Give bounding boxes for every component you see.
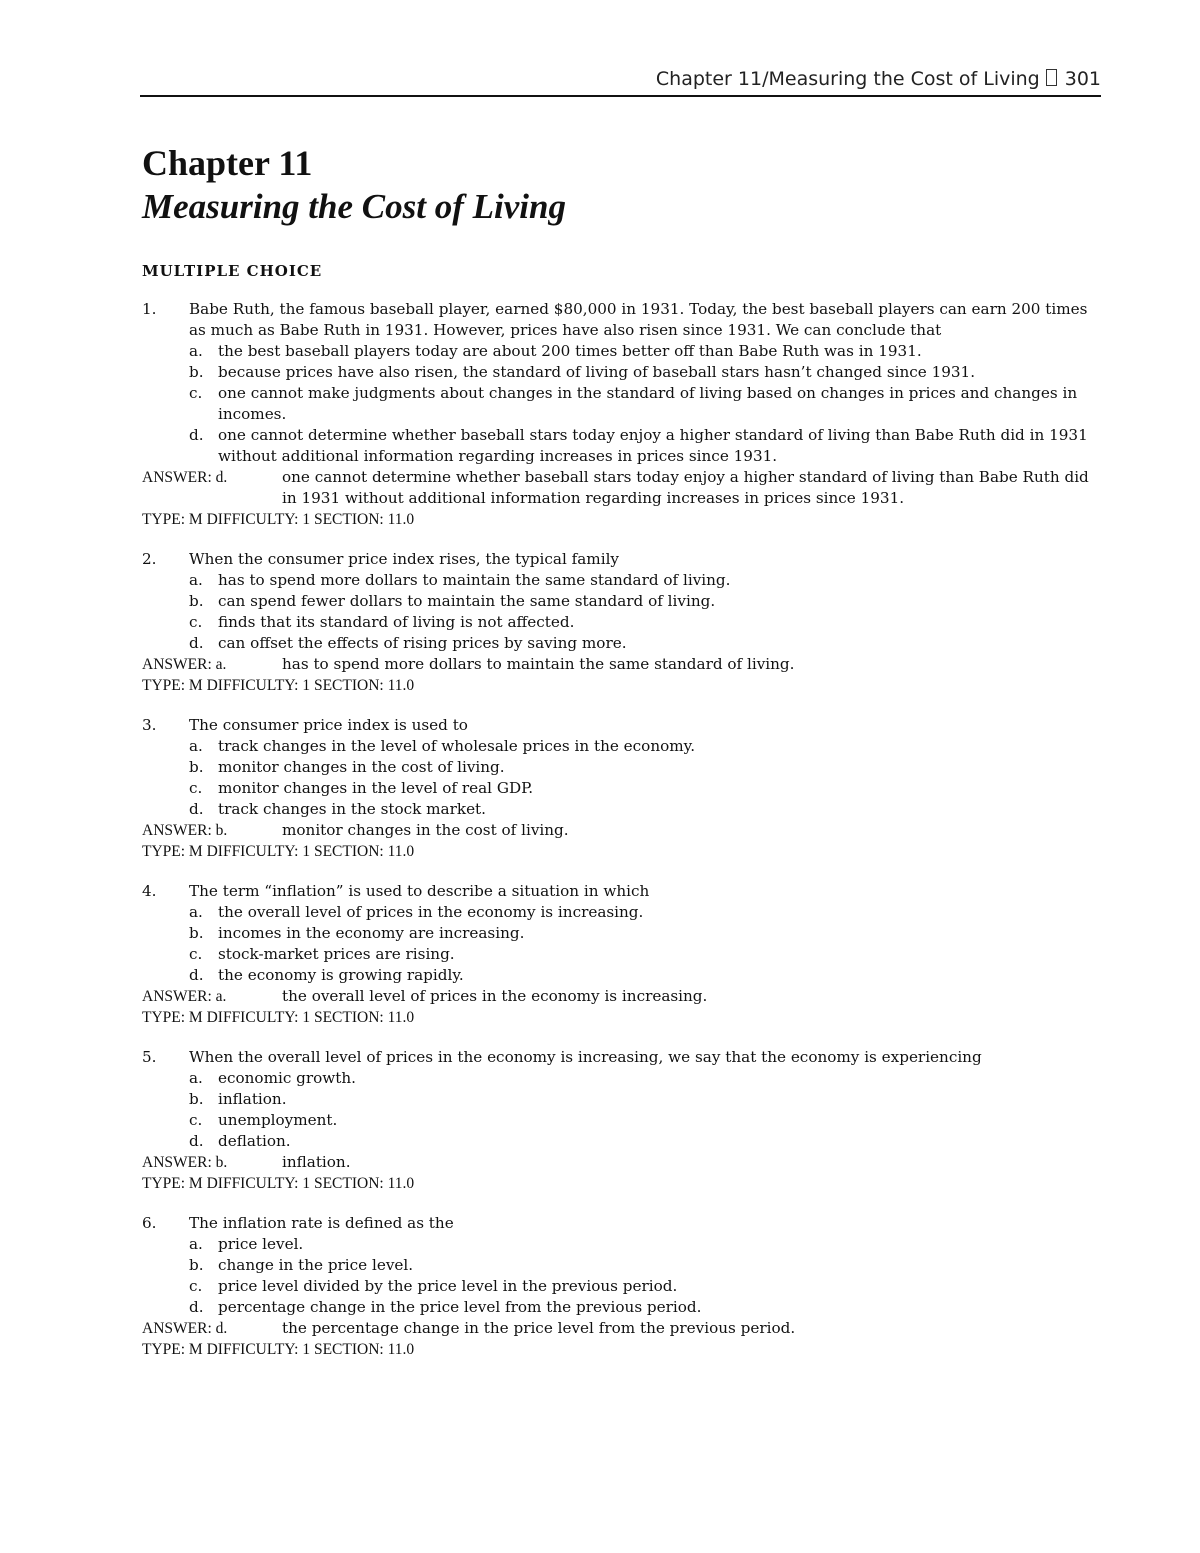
option-text: price level divided by the price level in the previous period.: [218, 1277, 678, 1295]
header-separator: /: [762, 68, 769, 90]
option-text: track changes in the level of wholesale prices in the economy.: [218, 737, 696, 755]
answer-text: the percentage change in the price level from the previous period.: [282, 1319, 796, 1337]
option-letter: c.: [189, 384, 203, 402]
answer-option: [142, 425, 1102, 467]
chapter-title: Chapter 11: [142, 143, 313, 183]
answer-option: [142, 757, 1102, 778]
answer-option: [142, 1255, 1102, 1276]
option-letter: b.: [189, 592, 204, 610]
question-meta: TYPE: M DIFFICULTY: 1 SECTION: 11.0: [142, 1009, 415, 1026]
question-stem: [142, 715, 1102, 736]
answer-line: [142, 1152, 1102, 1173]
question-item: [142, 549, 1102, 696]
running-header: [140, 68, 1101, 94]
option-letter: c.: [189, 613, 203, 631]
header-divider: [140, 95, 1101, 97]
answer-option: [142, 1131, 1102, 1152]
answer-option: [142, 923, 1102, 944]
answer-option: [142, 341, 1102, 362]
option-text: one cannot make judgments about changes in the standard of living based on changes in prices and changes in incomes.: [218, 384, 1078, 423]
option-letter: b.: [189, 1256, 204, 1274]
question-meta: TYPE: M DIFFICULTY: 1 SECTION: 11.0: [142, 677, 415, 694]
option-letter: c.: [189, 945, 203, 963]
option-text: can spend fewer dollars to maintain the same standard of living.: [218, 592, 716, 610]
option-text: economic growth.: [218, 1069, 356, 1087]
option-letter: b.: [189, 758, 204, 776]
question-stem: [142, 299, 1102, 341]
question-text: When the overall level of prices in the economy is increasing, we say that the economy is experiencing: [189, 1048, 982, 1066]
question-stem: [142, 549, 1102, 570]
option-text: track changes in the stock market.: [218, 800, 486, 818]
section-heading: MULTIPLE CHOICE: [142, 262, 323, 280]
answer-option: [142, 1068, 1102, 1089]
option-letter: a.: [189, 1069, 203, 1087]
option-text: inflation.: [218, 1090, 287, 1108]
answer-line: [142, 1318, 1102, 1339]
header-chapter-label: Chapter 11: [655, 68, 763, 90]
question-stem: [142, 1047, 1102, 1068]
option-letter: c.: [189, 779, 203, 797]
answer-option: [142, 383, 1102, 425]
option-text: incomes in the economy are increasing.: [218, 924, 525, 942]
option-letter: d.: [189, 426, 204, 444]
question-meta: TYPE: M DIFFICULTY: 1 SECTION: 11.0: [142, 1175, 415, 1192]
question-meta: TYPE: M DIFFICULTY: 1 SECTION: 11.0: [142, 843, 415, 860]
answer-option: [142, 902, 1102, 923]
option-letter: c.: [189, 1111, 203, 1129]
option-letter: a.: [189, 571, 203, 589]
option-text: deflation.: [218, 1132, 291, 1150]
answer-option: [142, 1234, 1102, 1255]
option-letter: a.: [189, 342, 203, 360]
answer-option: [142, 1276, 1102, 1297]
question-meta: TYPE: M DIFFICULTY: 1 SECTION: 11.0: [142, 1341, 415, 1358]
question-text: The consumer price index is used to: [189, 716, 468, 734]
question-number: 1.: [142, 300, 157, 318]
question-text: Babe Ruth, the famous baseball player, earned $80,000 in 1931. Today, the best baseball players can earn 200 times as much as Babe Ruth in 1931. However, prices have also risen since 1931. We can conclude that: [189, 300, 1088, 339]
question-number: 4.: [142, 882, 157, 900]
question-text: The term “inflation” is used to describe a situation in which: [189, 882, 650, 900]
answer-label: ANSWER: b.: [142, 1154, 228, 1171]
answer-option: [142, 965, 1102, 986]
option-letter: a.: [189, 737, 203, 755]
option-letter: d.: [189, 634, 204, 652]
answer-option: [142, 612, 1102, 633]
answer-option: [142, 1110, 1102, 1131]
option-text: percentage change in the price level from the previous period.: [218, 1298, 702, 1316]
question-number: 3.: [142, 716, 157, 734]
question-number: 6.: [142, 1214, 157, 1232]
option-text: monitor changes in the cost of living.: [218, 758, 505, 776]
answer-text: has to spend more dollars to maintain the same standard of living.: [282, 655, 795, 673]
page-number: 301: [1064, 68, 1101, 90]
question-meta: TYPE: M DIFFICULTY: 1 SECTION: 11.0: [142, 511, 415, 528]
option-letter: d.: [189, 1132, 204, 1150]
answer-line: [142, 654, 1102, 675]
answer-option: [142, 362, 1102, 383]
question-item: [142, 1047, 1102, 1194]
answer-label: ANSWER: d.: [142, 469, 228, 486]
question-item: [142, 299, 1102, 530]
option-text: price level.: [218, 1235, 304, 1253]
answer-text: monitor changes in the cost of living.: [282, 821, 569, 839]
header-running-title: Measuring the Cost of Living: [768, 68, 1040, 90]
answer-line: [142, 986, 1102, 1007]
question-stem: [142, 881, 1102, 902]
option-letter: b.: [189, 924, 204, 942]
box-glyph-icon: [1046, 69, 1057, 86]
answer-option: [142, 1089, 1102, 1110]
answer-text: inflation.: [282, 1153, 351, 1171]
option-text: stock-market prices are rising.: [218, 945, 455, 963]
option-text: finds that its standard of living is not affected.: [218, 613, 575, 631]
answer-label: ANSWER: a.: [142, 656, 227, 673]
answer-option: [142, 570, 1102, 591]
question-stem: [142, 1213, 1102, 1234]
answer-option: [142, 1297, 1102, 1318]
option-text: change in the price level.: [218, 1256, 414, 1274]
option-letter: d.: [189, 800, 204, 818]
question-item: [142, 715, 1102, 862]
question-number: 2.: [142, 550, 157, 568]
option-letter: b.: [189, 1090, 204, 1108]
option-text: unemployment.: [218, 1111, 338, 1129]
answer-label: ANSWER: d.: [142, 1320, 228, 1337]
option-text: can offset the effects of rising prices by saving more.: [218, 634, 627, 652]
answer-line: [142, 467, 1102, 509]
option-text: one cannot determine whether baseball stars today enjoy a higher standard of living than Babe Ruth did in 1931 without additional information regarding increases in prices since 1931.: [218, 426, 1088, 465]
answer-label: ANSWER: a.: [142, 988, 227, 1005]
option-text: monitor changes in the level of real GDP.: [218, 779, 534, 797]
question-list: [142, 299, 1102, 1379]
answer-text: one cannot determine whether baseball stars today enjoy a higher standard of living than Babe Ruth did in 1931 without additional information regarding increases in prices since 1931.: [282, 468, 1089, 507]
question-number: 5.: [142, 1048, 157, 1066]
question-text: When the consumer price index rises, the typical family: [189, 550, 620, 568]
option-text: because prices have also risen, the standard of living of baseball stars hasn’t changed since 1931.: [218, 363, 976, 381]
option-letter: b.: [189, 363, 204, 381]
option-letter: d.: [189, 966, 204, 984]
question-item: [142, 1213, 1102, 1360]
answer-option: [142, 633, 1102, 654]
answer-option: [142, 799, 1102, 820]
answer-option: [142, 591, 1102, 612]
option-text: has to spend more dollars to maintain the same standard of living.: [218, 571, 731, 589]
answer-line: [142, 820, 1102, 841]
answer-option: [142, 778, 1102, 799]
option-letter: a.: [189, 1235, 203, 1253]
question-item: [142, 881, 1102, 1028]
answer-option: [142, 944, 1102, 965]
answer-option: [142, 736, 1102, 757]
option-text: the best baseball players today are about 200 times better off than Babe Ruth was in 1931.: [218, 342, 922, 360]
question-text: The inflation rate is defined as the: [189, 1214, 454, 1232]
answer-label: ANSWER: b.: [142, 822, 228, 839]
answer-text: the overall level of prices in the economy is increasing.: [282, 987, 708, 1005]
chapter-subtitle: Measuring the Cost of Living: [142, 187, 566, 226]
option-text: the overall level of prices in the economy is increasing.: [218, 903, 644, 921]
option-letter: c.: [189, 1277, 203, 1295]
option-letter: d.: [189, 1298, 204, 1316]
option-letter: a.: [189, 903, 203, 921]
option-text: the economy is growing rapidly.: [218, 966, 464, 984]
